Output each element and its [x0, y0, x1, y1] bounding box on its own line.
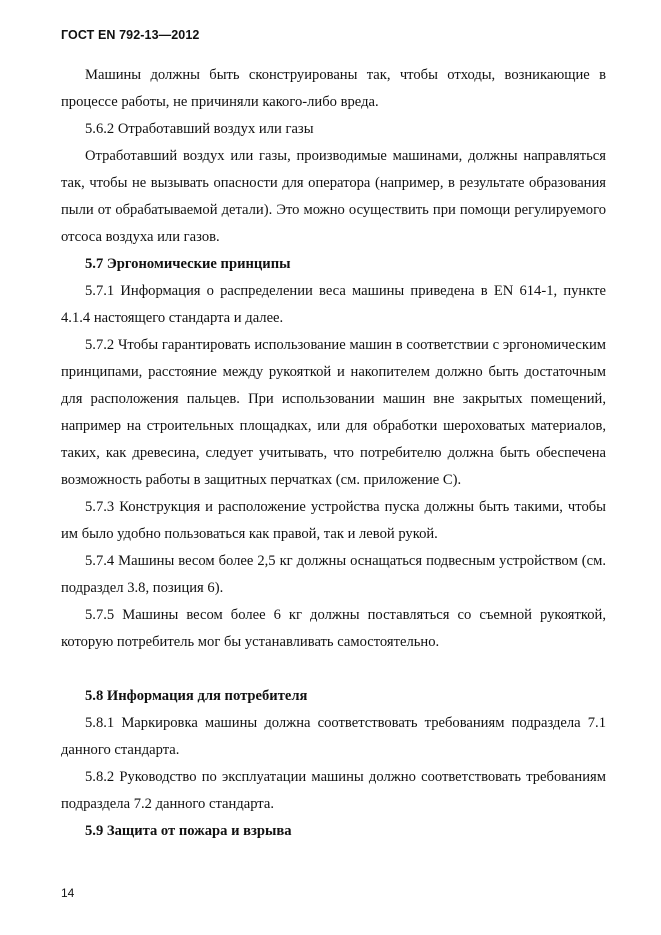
paragraph-5-7-3: 5.7.3 Конструкция и расположение устройства пуска должны быть такими, чтобы им было удобно пользоваться как правой, так и левой рукой.	[61, 499, 606, 542]
paragraph-5-8-1: 5.8.1 Маркировка машины должна соответствовать требованиям подраздела 7.1 данного стандарта.	[61, 715, 606, 758]
page-number: 14	[61, 886, 75, 900]
paragraph-5-8-2: 5.8.2 Руководство по эксплуатации машины должно соответствовать требованиям подраздела 7.2 данного стандарта.	[61, 769, 606, 812]
paragraph-5-7-5: 5.7.5 Машины весом более 6 кг должны поставляться со съемной рукояткой, которую потребитель мог бы устанавливать самостоятельно.	[61, 607, 606, 650]
paragraph: Машины должны быть сконструированы так, чтобы отходы, возникающие в процессе работы, не причиняли какого-либо вреда.	[61, 67, 606, 110]
section-heading-5-8: 5.8 Информация для потребителя	[85, 688, 308, 704]
paragraph: Отработавший воздух или газы, производимые машинами, должны направляться так, чтобы не вызывать опасности для оператора (например, в результате образования пыли от обрабатываемой детали). Это можно осуществить при помощи регулируемого отсоса воздуха или газов.	[61, 148, 606, 245]
section-heading-5-9: 5.9 Защита от пожара и взрыва	[85, 823, 292, 839]
section-heading-5-7: 5.7 Эргономические принципы	[85, 256, 291, 272]
paragraph-5-7-2: 5.7.2 Чтобы гарантировать использование машин в соответствии с эргономическим принципами, расстояние между рукояткой и накопителем должно быть достаточным для расположения пальцев. При использовании машин вне закрытых помещений, например на строительных площадках, или для обработки шероховатых материалов, таких, как древесина, следует учитывать, что потребителю должна быть обеспечена возможность работы в защитных перчатках (см. приложение С).	[61, 337, 606, 488]
subsection-title-5-6-2: 5.6.2 Отработавший воздух или газы	[85, 121, 314, 137]
paragraph-5-7-4: 5.7.4 Машины весом более 2,5 кг должны оснащаться подвесным устройством (см. подраздел 3.8, позиция 6).	[61, 553, 606, 596]
document-body	[61, 62, 606, 845]
paragraph-5-7-1: 5.7.1 Информация о распределении веса машины приведена в EN 614-1, пункте 4.1.4 настоящего стандарта и далее.	[61, 283, 606, 326]
standard-header: ГОСТ EN 792-13—2012	[61, 28, 200, 42]
